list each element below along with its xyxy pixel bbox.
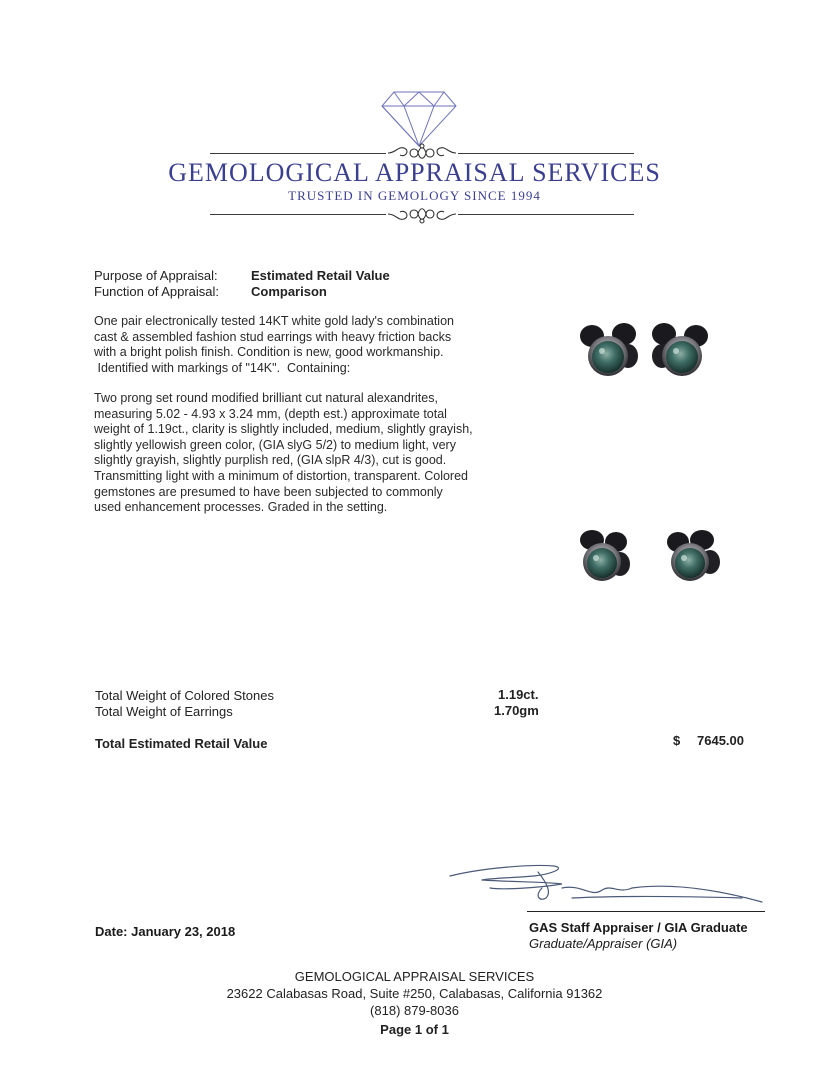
description-line: Two prong set round modified brilliant cut natural alexandrites,	[94, 391, 438, 405]
description-line: used enhancement processes. Graded in the setting.	[94, 500, 388, 515]
description-line: measuring 5.02 - 4.93 x 3.24 mm, (depth est.) approximate total	[94, 406, 447, 421]
retail-value-amount: 7645.00	[697, 733, 744, 748]
colored-stones-weight-value: 1.19ct.	[498, 687, 539, 702]
description-line: slightly yellowish green color, (GIA slyG 5/2) to medium light, very	[94, 437, 456, 452]
header-rule-bottom-left	[210, 214, 386, 215]
header-rule-bottom-right	[458, 214, 634, 215]
scroll-ornament-icon	[386, 203, 458, 225]
earring-photo	[578, 322, 640, 384]
earring-photo	[572, 528, 634, 590]
appraiser-signature	[442, 858, 772, 918]
description-line: with a bright polish finish. Condition is new, good workmanship.	[94, 345, 444, 360]
description-line: slightly grayish, slightly purplish red, (GIA slpR 4/3), cut is good.	[94, 453, 447, 468]
diamond-icon	[380, 88, 458, 148]
brand-name: GEMOLOGICAL APPRAISAL SERVICES	[168, 158, 661, 187]
description-paragraph-1	[94, 314, 514, 376]
currency-symbol: $	[673, 733, 681, 748]
earring-photo	[660, 528, 722, 590]
signature-subtitle: Graduate/Appraiser (GIA)	[529, 936, 678, 951]
description-line: gemstones are presumed to have been subjected to commonly	[94, 484, 443, 499]
header-rule-top-right	[458, 153, 634, 154]
earring-photo	[650, 322, 712, 384]
description-line: cast & assembled fashion stud earrings with heavy friction backs	[94, 329, 452, 344]
footer-phone: (818) 879-8036	[370, 1003, 459, 1018]
footer-company: GEMOLOGICAL APPRAISAL SERVICES	[294, 969, 535, 984]
signature-title: GAS Staff Appraiser / GIA Graduate	[529, 920, 748, 935]
brand-tagline: TRUSTED IN GEMOLOGY SINCE 1994	[288, 188, 541, 203]
page-number: Page 1 of 1	[380, 1022, 449, 1037]
description-paragraph-2	[94, 391, 514, 516]
retail-value-label: Total Estimated Retail Value	[95, 736, 268, 751]
purpose-label: Purpose of Appraisal:	[94, 268, 218, 283]
signature-line	[527, 911, 765, 912]
footer-address: 23622 Calabasas Road, Suite #250, Calabasas, California 91362	[226, 986, 603, 1001]
footer	[0, 968, 829, 1038]
earrings-weight-value: 1.70gm	[494, 703, 539, 718]
description-line: weight of 1.19ct., clarity is slightly included, medium, slightly grayish,	[94, 422, 473, 437]
earrings-weight-label: Total Weight of Earrings	[95, 704, 233, 719]
appraisal-date: Date: January 23, 2018	[95, 924, 236, 939]
header-rule-top-left	[210, 153, 386, 154]
function-value: Comparison	[251, 284, 327, 299]
description-line: One pair electronically tested 14KT white gold lady's combination	[94, 314, 454, 328]
description-line: Transmitting light with a minimum of distortion, transparent. Colored	[94, 468, 468, 483]
description-line: Identified with markings of "14K". Containing:	[94, 360, 351, 375]
function-label: Function of Appraisal:	[94, 284, 220, 299]
purpose-value: Estimated Retail Value	[251, 268, 390, 283]
colored-stones-weight-label: Total Weight of Colored Stones	[95, 688, 274, 703]
